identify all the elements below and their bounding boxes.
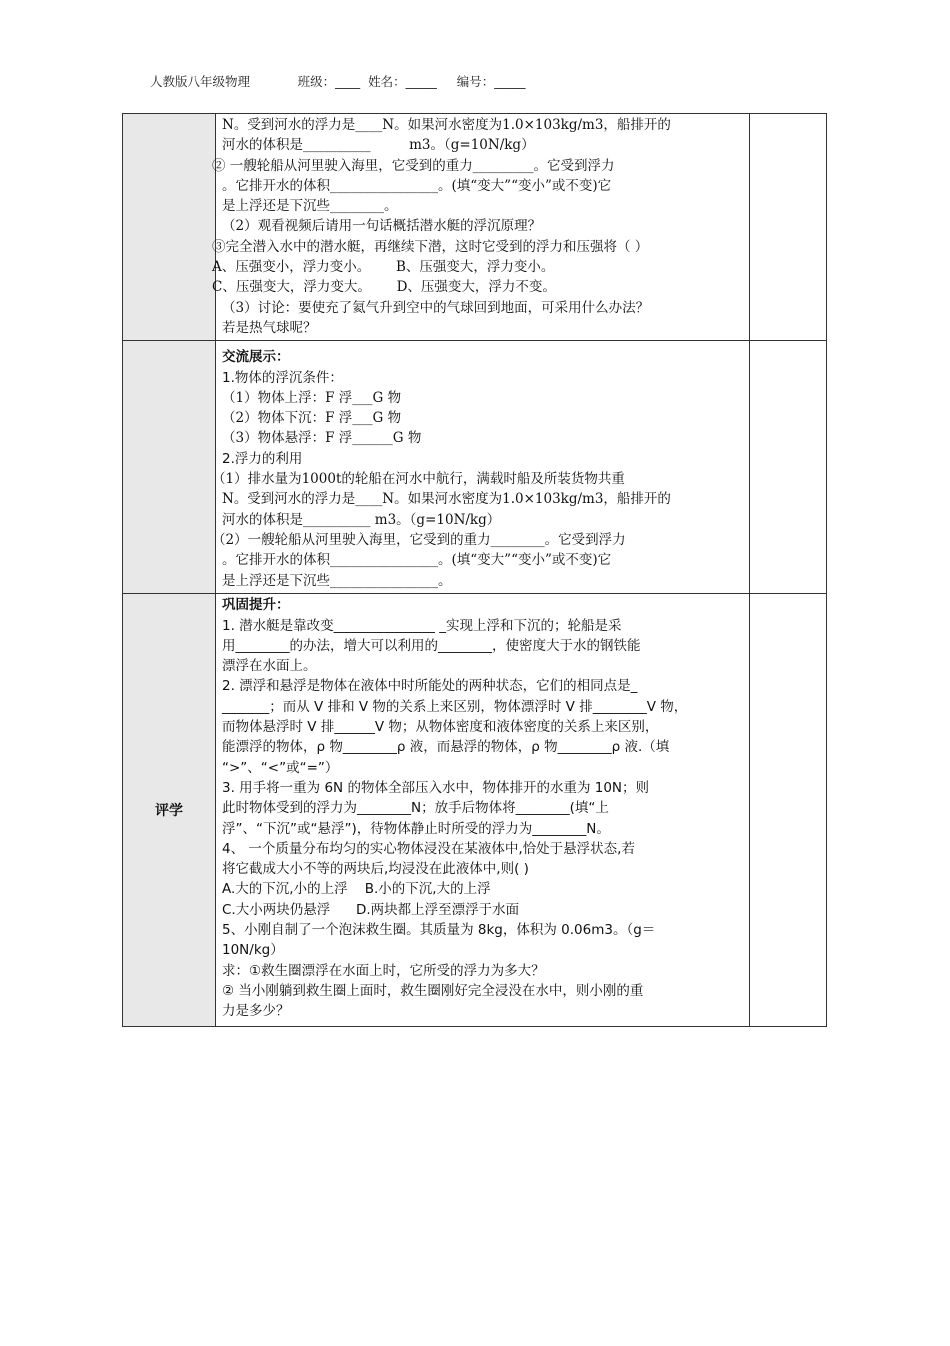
text-line: （2）观看视频后请用一句话概括潜水艇的浮沉原理？ [222,218,542,235]
content-cell [212,114,750,341]
text-line: A.大的下沉,小的上浮 B.小的下沉,大的上浮 [222,881,491,898]
table-row [123,341,827,594]
text-line: （1）物体上浮：F 浮___G 物 [222,389,402,406]
notes-cell [750,114,827,341]
text-line: （3）讨论：要使充了氦气升到空中的气球回到地面，可采用什么办法？ [222,299,650,316]
text-line: 漂浮在水面上。 [222,658,317,675]
text-line: 5、小刚自制了一个泡沫救生圈。其质量为 8kg，体积为 0.06m3。（g＝ [222,922,656,939]
text-line: 此时物体受到的浮力为________N；放手后物体将________(填“上 [222,800,609,817]
text-line: 3. 用手将一重为 6N 的物体全部压入水中，物体排开的水重为 10N；则 [222,779,650,796]
page-header: 人教版八年级物理 班级：____ 姓名：_____ 编号：_____ [150,74,526,89]
text-line: N。受到河水的浮力是____N。如果河水密度为1.0×103kg/m3，船排开的 [222,117,671,133]
text-line: 河水的体积是__________ m3。（g=10N/kg） [222,137,535,154]
lesson-table [122,113,827,1027]
section-title: 交流展示： [222,349,290,366]
text-line: 而物体悬浮时 V 排______V 物；从物体密度和液体密度的关系上来区别， [222,719,659,736]
text-line: 10N/kg） [222,942,284,959]
text-line: （2）物体下沉：F 浮___G 物 [222,410,402,427]
text-line: ② 一艘轮船从河里驶入海里，它受到的重力_________。它受到浮力 [212,157,615,174]
text-line: 力是多少？ [222,1003,290,1020]
text-line: “>”、“<”或“=”） [222,759,339,776]
text-line: （1）排水量为1000t的轮船在河水中航行，满载时船及所装货物共重 [212,471,625,488]
text-line: N。受到河水的浮力是____N。如果河水密度为1.0×103kg/m3，船排开的 [222,491,671,508]
notes-cell [750,594,827,1027]
text-line: _______；而从 V 排和 V 物的关系上来区别，物体漂浮时 V 排________V 物， [222,698,688,715]
text-line: 能漂浮的物体，ρ 物________ρ 液，而悬浮的物体，ρ 物________ρ 液.（填 [222,739,670,756]
text-line: 4、 一个质量分布均匀的实心物体浸没在某液体中,恰处于悬浮状态,若 [222,840,635,857]
text-line: A、压强变小，浮力变小。 B、压强变大，浮力变小。 [212,259,555,276]
text-line: 1.物体的浮沉条件： [222,369,343,386]
text-line: （2）一艘轮船从河里驶入海里，它受到的重力________。它受到浮力 [212,531,626,548]
text-line: C.大小两块仍悬浮 D.两块都上浮至漂浮于水面 [222,901,520,918]
text-line: 2.浮力的利用 [222,450,303,467]
text-line: C、压强变大，浮力变大。 D、压强变大，浮力不变。 [212,279,556,296]
text-line: （3）物体悬浮：F 浮______G 物 [222,430,422,447]
text-line: 河水的体积是__________ m3。（g=10N/kg） [222,511,501,528]
text-line: 1. 潜水艇是靠改变_______________ _实现上浮和下沉的；轮船是采 [222,617,622,634]
text-line: 求：①救生圈漂浮在水面上时，它所受的浮力为多大？ [222,962,545,979]
table-row [123,594,827,1027]
text-line: 浮”、“下沉”或“悬浮”)，待物体静止时所受的浮力为________N。 [222,820,610,837]
text-line: ③完全潜入水中的潜水艇，再继续下潜，这时它受到的浮力和压强将（ ） [212,238,649,255]
text-line: 将它截成大小不等的两块后,均浸没在此液体中,则( ) [222,861,529,878]
text-line: 2. 漂浮和悬浮是物体在液体中时所能处的两种状态，它们的相同点是_ [222,678,638,695]
label-cell [123,114,216,341]
label-cell [123,341,216,594]
text-line: ② 当小刚躺到救生圈上面时，救生圈刚好完全浸没在水中，则小刚的重 [222,982,644,999]
section-title: 巩固提升： [222,597,290,614]
text-line: 若是热气球呢？ [222,319,317,336]
text-line: 用________的办法，增大可以利用的________，使密度大于水的钢铁能 [222,637,641,654]
content-cell [212,341,750,594]
row-label: 评学 [123,594,216,1027]
text-line: 。它排开水的体积________________。(填“变大”“变小”或不变)它 [222,177,612,194]
text-line: 是上浮还是下沉些________________。 [222,572,452,589]
text-line: 是上浮还是下沉些________。 [222,198,398,215]
content-cell [216,594,750,1027]
table-row [123,114,827,341]
text-line: 。它排开水的体积________________。(填“变大”“变小”或不变)它 [222,552,612,569]
notes-cell [750,341,827,594]
